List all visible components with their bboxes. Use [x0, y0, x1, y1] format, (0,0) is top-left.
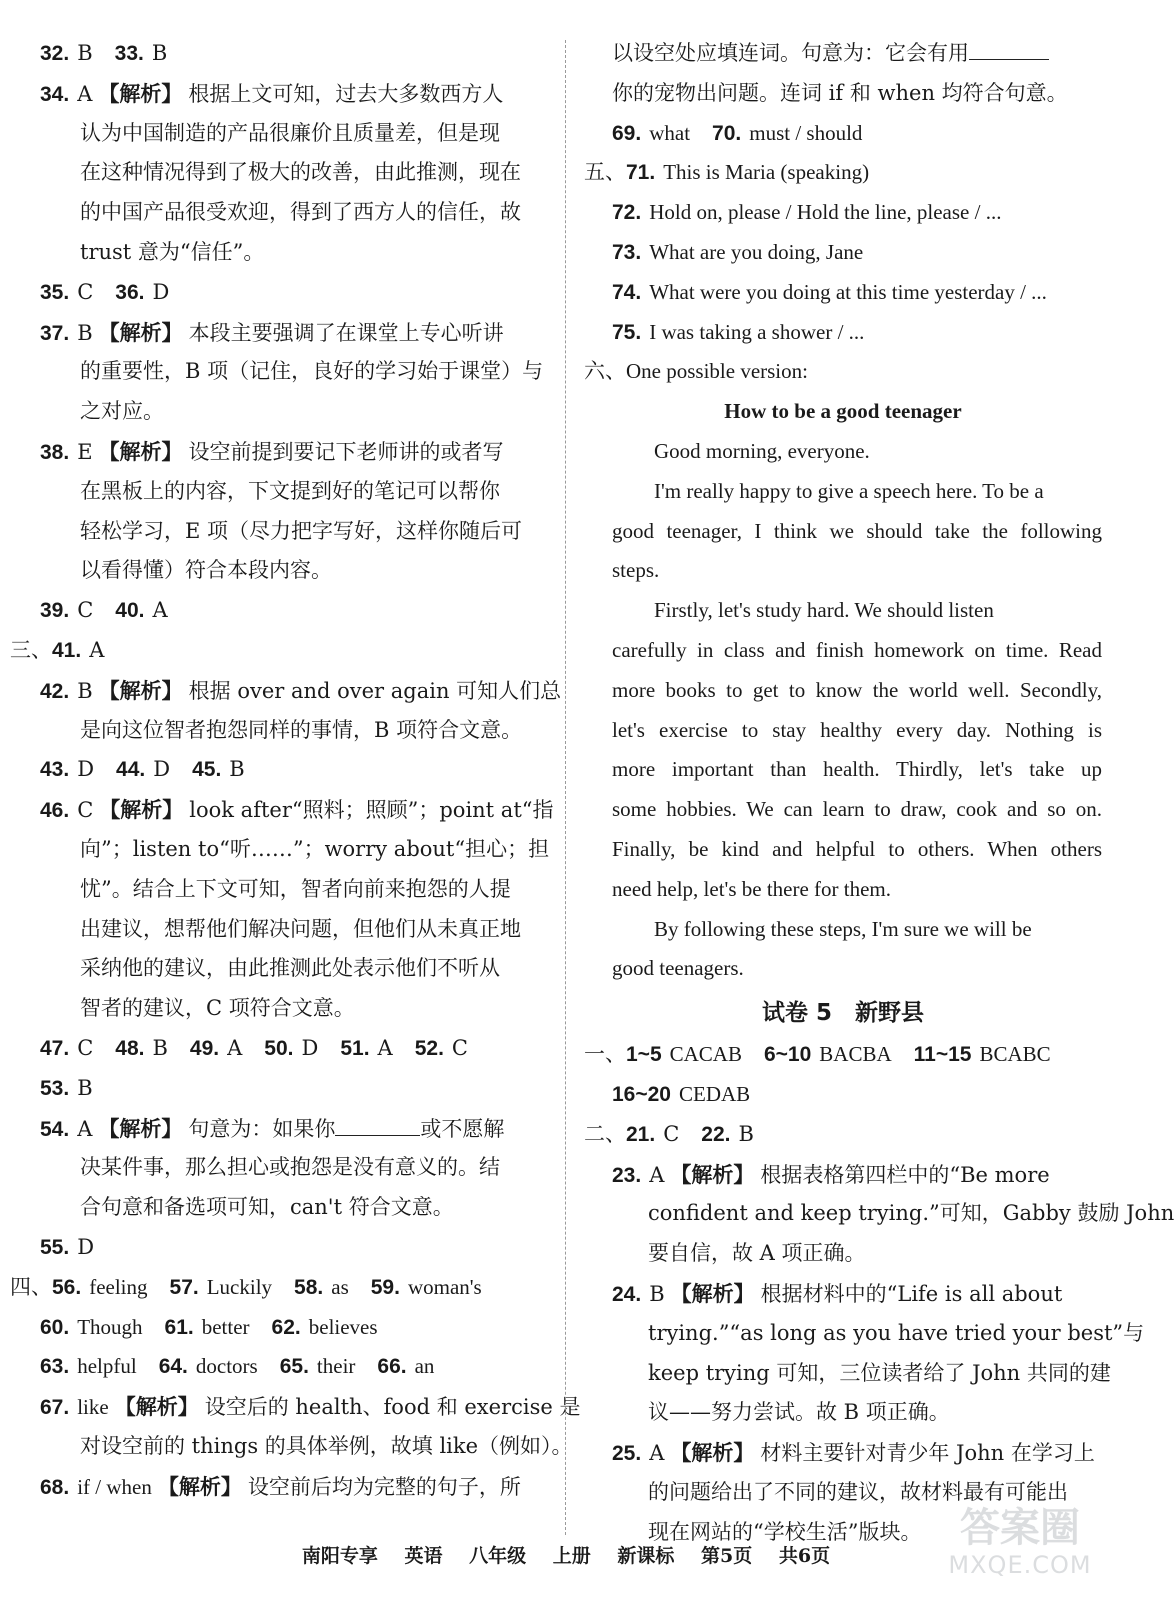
- answer: must / should: [749, 120, 863, 145]
- answer-line: [40, 1228, 548, 1268]
- section-label: 一、: [584, 1042, 626, 1067]
- question-number: 60.: [40, 1315, 70, 1339]
- question-number: 54.: [40, 1117, 70, 1141]
- section-text: One possible version:: [626, 359, 808, 384]
- answer: believes: [308, 1314, 378, 1339]
- answer: Though: [77, 1314, 143, 1339]
- section-label: 六、: [584, 359, 626, 384]
- question-number: 6~10: [763, 1043, 812, 1067]
- answer-line: [10, 631, 548, 671]
- answer-line: [40, 74, 548, 114]
- answer: Luckily: [206, 1274, 273, 1299]
- footer-edition: 新课标: [617, 1545, 675, 1567]
- answer-line: [584, 1035, 1102, 1075]
- answer: A: [377, 1035, 393, 1060]
- answer-line: [40, 273, 548, 313]
- question-number: 72.: [612, 201, 642, 225]
- analysis-text: 忧”。结合上下文可知，智者向前来抱怨的人提: [80, 876, 511, 901]
- question-number: 24.: [612, 1282, 642, 1306]
- answer: CEDAB: [678, 1081, 751, 1106]
- answer: B: [229, 757, 245, 782]
- answer: C: [663, 1121, 680, 1146]
- question-number: 44.: [116, 758, 146, 782]
- answer-line: [40, 591, 548, 631]
- analysis-tag: 【解析】: [114, 1394, 199, 1420]
- analysis-text: 智者的建议，C 项符合文意。: [80, 996, 355, 1021]
- analysis-tag: 【解析】: [98, 438, 183, 464]
- analysis-text: 你的宠物出问题。连词 if 和 when 均符合句意。: [612, 80, 1068, 105]
- analysis-text: keep trying 可知，三位读者给了 John 共同的建: [648, 1360, 1111, 1385]
- section-label: 三、: [10, 637, 52, 662]
- essay-line: good teenagers.: [612, 956, 744, 981]
- watermark-logo: [930, 1505, 1110, 1591]
- question-number: 46.: [40, 799, 70, 823]
- answer-line: [584, 153, 1102, 193]
- analysis-tag: 【解析】: [98, 1115, 183, 1141]
- question-number: 32.: [40, 42, 70, 65]
- analysis-text: 是向这位智者抱怨同样的事情，B 项符合文意。: [80, 717, 523, 742]
- answer: A: [77, 1116, 93, 1141]
- answer: D: [301, 1035, 319, 1060]
- analysis-text: 材料主要针对青少年 John 在学习上: [760, 1441, 1095, 1466]
- question-number: 43.: [40, 758, 70, 782]
- analysis-text: 设空前后均为完整的句子，所: [247, 1474, 521, 1499]
- answer: C: [77, 279, 94, 304]
- answer: B: [151, 41, 168, 65]
- answer: B: [77, 1075, 93, 1100]
- answer: better: [201, 1314, 250, 1339]
- analysis-tag: 【解析】: [98, 677, 183, 703]
- question-number: 16~20: [612, 1082, 671, 1106]
- essay-title: How to be a good teenager: [724, 399, 962, 424]
- question-number: 65.: [279, 1355, 309, 1379]
- question-number: 34.: [40, 82, 70, 106]
- answer: doctors: [195, 1354, 258, 1379]
- answer: What were you doing at this time yesterday / ...: [649, 279, 1047, 304]
- answer: B: [77, 41, 93, 65]
- watermark-url: MXQE.COM: [948, 1551, 1092, 1579]
- answer-line: [584, 114, 1102, 154]
- question-number: 59.: [370, 1275, 400, 1299]
- essay-line: I'm really happy to give a speech here. To be a: [654, 478, 1044, 503]
- analysis-text: trust 意为“信任”。: [80, 239, 265, 264]
- footer-grade: 八年级: [469, 1545, 527, 1567]
- question-number: 45.: [192, 758, 222, 782]
- answer-line: [584, 1433, 1102, 1473]
- question-number: 47.: [40, 1036, 70, 1060]
- analysis-text: look after“照料；照顾”；point at“指: [189, 798, 554, 823]
- question-number: 67.: [40, 1396, 70, 1420]
- essay-line: carefully in class and finish homework on time. Read: [612, 637, 1102, 662]
- answer-line: [40, 432, 548, 472]
- left-column: [10, 34, 581, 1506]
- essay-line: let's exercise to stay healthy every day. Nothing is: [612, 717, 1102, 742]
- answer: BCABC: [979, 1042, 1051, 1067]
- answer-line: [40, 313, 548, 353]
- analysis-text: 句意为：如果你: [188, 1116, 336, 1141]
- analysis-text: 轻松学习，E 项（尽力把字写好，这样你随后可: [80, 518, 523, 543]
- essay-line: steps.: [612, 558, 660, 583]
- essay-line: Finally, be kind and helpful to others. When others: [612, 836, 1102, 861]
- answer-line: [584, 233, 1102, 273]
- essay-line: more important than health. Thirdly, let's take up: [612, 757, 1102, 782]
- answer-line: [40, 1109, 548, 1149]
- answer: A: [77, 81, 93, 106]
- answer-line: [40, 1069, 548, 1109]
- question-number: 36.: [115, 280, 145, 304]
- answer: their: [316, 1354, 356, 1379]
- section-heading: [584, 352, 1102, 392]
- blank-underline: [969, 37, 1049, 60]
- question-number: 56.: [52, 1275, 82, 1299]
- question-number: 61.: [164, 1315, 194, 1339]
- answer: C: [77, 798, 94, 823]
- essay-line: By following these steps, I'm sure we will be: [654, 916, 1032, 941]
- answer: A: [152, 598, 168, 623]
- answer: B: [738, 1121, 754, 1146]
- answer: B: [77, 320, 93, 345]
- answer: C: [77, 598, 94, 623]
- analysis-text: 根据表格第四栏中的“Be more: [760, 1162, 1050, 1187]
- question-number: 38.: [40, 440, 70, 464]
- answer-line: [40, 1387, 581, 1427]
- exam-title: 试卷 5 新野县: [761, 1000, 924, 1027]
- question-number: 39.: [40, 599, 70, 623]
- question-number: 70.: [712, 121, 742, 145]
- essay-line: Firstly, let's study hard. We should listen: [654, 598, 994, 623]
- answer: What are you doing, Jane: [649, 239, 864, 264]
- section-label: 四、: [10, 1274, 52, 1299]
- question-number: 33.: [114, 42, 144, 65]
- analysis-text: 设空前提到要记下老师讲的或者写: [188, 439, 504, 464]
- answer-line: [40, 750, 548, 790]
- question-number: 41.: [52, 638, 82, 662]
- analysis-tag: 【解析】: [670, 1161, 755, 1187]
- answer-line: [584, 1274, 1102, 1314]
- question-number: 42.: [40, 679, 70, 703]
- analysis-text: 要自信，故 A 项正确。: [648, 1241, 866, 1266]
- answer-line: [40, 1308, 548, 1348]
- answer: E: [77, 439, 93, 464]
- essay-line: Good morning, everyone.: [654, 438, 870, 463]
- question-number: 37.: [40, 321, 70, 345]
- answer: A: [649, 1162, 665, 1187]
- question-number: 50.: [264, 1036, 294, 1060]
- answer-line: [584, 193, 1102, 233]
- analysis-text: 根据材料中的“Life is all about: [760, 1281, 1063, 1306]
- analysis-text: 采纳他的建议，由此推测此处表示他们不听从: [80, 956, 500, 981]
- analysis-text: 以看得懂）符合本段内容。: [80, 558, 332, 583]
- answer: C: [451, 1035, 468, 1060]
- answer: This is Maria (speaking): [663, 160, 870, 185]
- answer-line: [584, 313, 1102, 353]
- question-number: 69.: [612, 121, 642, 145]
- essay-line: more books to get to know the world well. Secondly,: [612, 677, 1102, 702]
- right-column: [584, 34, 1174, 1552]
- answer: D: [152, 279, 170, 304]
- answer: A: [89, 637, 105, 662]
- analysis-tag: 【解析】: [99, 797, 184, 823]
- section-label: 五、: [584, 160, 626, 185]
- analysis-text: 根据 over and over again 可知人们总: [188, 678, 562, 703]
- answer: feeling: [89, 1274, 148, 1299]
- answer: BACBA: [819, 1042, 892, 1067]
- question-number: 1~5: [626, 1043, 662, 1067]
- answer-line: [584, 1155, 1102, 1195]
- answer: I was taking a shower / ...: [649, 319, 865, 344]
- footer-total-pages: 共6页: [778, 1545, 831, 1567]
- column-divider: [565, 40, 566, 1535]
- footer-publisher: 南阳专享: [301, 1545, 378, 1567]
- footer-subject: 英语: [404, 1545, 443, 1567]
- answer: B: [77, 678, 93, 703]
- essay-line: some hobbies. We can learn to draw, cook and so on.: [612, 797, 1102, 822]
- analysis-text: 本段主要强调了在课堂上专心听讲: [188, 320, 504, 345]
- answer: C: [77, 1035, 94, 1060]
- answer: woman's: [407, 1274, 482, 1299]
- footer-page-number: 第5页: [701, 1545, 753, 1567]
- analysis-text: 的问题给出了不同的建议，故材料最有可能出: [648, 1479, 1068, 1504]
- answer-line: [40, 1467, 548, 1507]
- analysis-text: 认为中国制造的产品很廉价且质量差，但是现: [80, 120, 500, 145]
- analysis-text: 对设空前的 things 的具体举例，故填 like（例如）。: [80, 1433, 573, 1458]
- question-number: 11~15: [913, 1043, 972, 1067]
- answer: helpful: [77, 1354, 137, 1379]
- answer: B: [152, 1035, 168, 1060]
- question-number: 57.: [169, 1275, 199, 1299]
- answer-line: [584, 273, 1102, 313]
- answer: as: [331, 1274, 349, 1299]
- footer-volume: 上册: [552, 1545, 591, 1567]
- analysis-text: 决某件事，那么担心或抱怨是没有意义的。结: [80, 1155, 500, 1180]
- question-number: 73.: [612, 240, 642, 264]
- answer: A: [649, 1441, 665, 1466]
- answer-line: [584, 1115, 1102, 1155]
- question-number: 49.: [189, 1036, 220, 1060]
- analysis-text: 根据上文可知，过去大多数西方人: [188, 81, 504, 106]
- answer: B: [649, 1281, 665, 1306]
- analysis-tag: 【解析】: [670, 1280, 755, 1306]
- analysis-text: 向”；listen to“听……”；worry about“担心；担: [80, 836, 550, 861]
- analysis-line: [584, 34, 1102, 74]
- analysis-tag: 【解析】: [98, 80, 183, 106]
- analysis-text: 现在网站的“学校生活”版块。: [648, 1519, 922, 1544]
- analysis-text: 议——努力尝试。故 B 项正确。: [648, 1400, 950, 1425]
- analysis-text: 在这种情况得到了极大的改善，由此推测，现在: [80, 160, 521, 185]
- answer: CACAB: [669, 1042, 742, 1067]
- answer: D: [153, 757, 171, 782]
- analysis-tag: 【解析】: [670, 1440, 755, 1466]
- analysis-text: 的重要性，B 项（记住，良好的学习始于课堂）与: [80, 359, 544, 384]
- analysis-text: 之对应。: [80, 399, 164, 424]
- answer: if / when: [77, 1474, 152, 1499]
- analysis-text: 或不愿解: [420, 1116, 505, 1141]
- question-number: 53.: [40, 1076, 70, 1100]
- analysis-text: 出建议，想帮他们解决问题，但他们从未真正地: [80, 916, 521, 941]
- answer-line: [40, 671, 562, 711]
- question-number: 25.: [612, 1442, 642, 1466]
- essay-line: good teenager, I think we should take the following: [612, 518, 1102, 543]
- answer-line: [40, 34, 548, 74]
- answer: an: [414, 1354, 435, 1379]
- analysis-text: 合句意和备选项可知，can't 符合文意。: [80, 1195, 454, 1220]
- answer: Hold on, please / Hold the line, please / ...: [649, 200, 1002, 225]
- analysis-text: 在黑板上的内容，下文提到好的笔记可以帮你: [80, 478, 500, 503]
- question-number: 40.: [115, 599, 145, 623]
- answer: like: [77, 1395, 109, 1420]
- question-number: 55.: [40, 1235, 70, 1259]
- question-number: 66.: [377, 1355, 407, 1379]
- question-number: 71.: [626, 161, 656, 185]
- answer: A: [227, 1035, 243, 1060]
- question-number: 68.: [40, 1475, 70, 1499]
- analysis-text: 的中国产品很受欢迎，得到了西方人的信任，故: [80, 200, 521, 225]
- question-number: 58.: [294, 1275, 324, 1299]
- answer-line: [10, 1268, 548, 1308]
- question-number: 23.: [612, 1163, 642, 1187]
- essay-line: need help, let's be there for them.: [612, 876, 892, 901]
- answer: what: [649, 120, 691, 145]
- question-number: 64.: [158, 1355, 188, 1379]
- question-number: 63.: [40, 1355, 70, 1379]
- answer-line: [40, 1029, 548, 1069]
- analysis-tag: 【解析】: [157, 1473, 242, 1499]
- answer-line: [40, 1347, 548, 1387]
- section-label: 二、: [584, 1121, 626, 1146]
- watermark-text: 答案圈: [960, 1505, 1080, 1551]
- question-number: 35.: [40, 280, 70, 304]
- question-number: 48.: [115, 1036, 145, 1060]
- blank-underline: [335, 1113, 420, 1136]
- analysis-text: trying.”“as long as you have tried your best”与: [648, 1320, 1145, 1345]
- analysis-text: 设空后的 health、food 和 exercise 是: [204, 1395, 581, 1420]
- analysis-text: confident and keep trying.”可知，Gabby 鼓励 John: [648, 1201, 1174, 1226]
- question-number: 74.: [612, 280, 642, 304]
- answer: D: [77, 757, 95, 782]
- answer: D: [77, 1234, 95, 1259]
- question-number: 52.: [414, 1036, 444, 1060]
- answer-line: [40, 790, 554, 830]
- question-number: 62.: [271, 1315, 301, 1339]
- analysis-text: 以设空处应填连词。句意为：它会有用: [612, 41, 969, 65]
- question-number: 75.: [612, 320, 642, 344]
- answer-line: [584, 1075, 1102, 1115]
- analysis-tag: 【解析】: [98, 319, 183, 345]
- question-number: 22.: [701, 1122, 731, 1146]
- question-number: 51.: [340, 1036, 370, 1060]
- question-number: 21.: [626, 1122, 656, 1146]
